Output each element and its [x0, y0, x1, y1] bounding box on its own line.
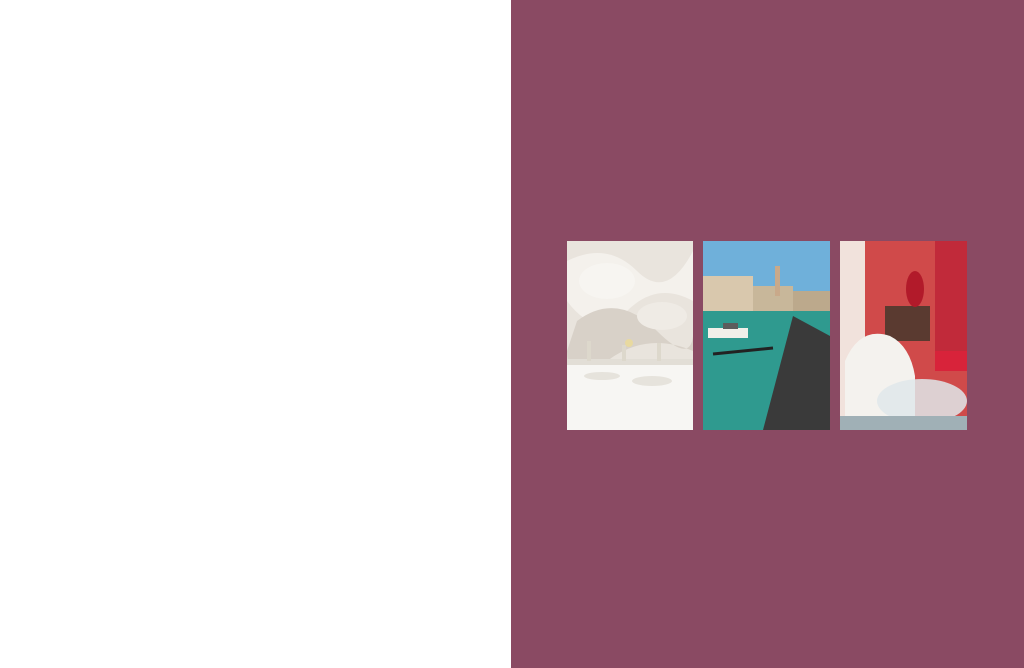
- photo-red-lounge: [840, 241, 967, 430]
- photo-restaurant: [567, 241, 693, 430]
- left-page: [0, 0, 511, 668]
- photo-grand-canal: [703, 241, 830, 430]
- right-page: [511, 0, 1024, 668]
